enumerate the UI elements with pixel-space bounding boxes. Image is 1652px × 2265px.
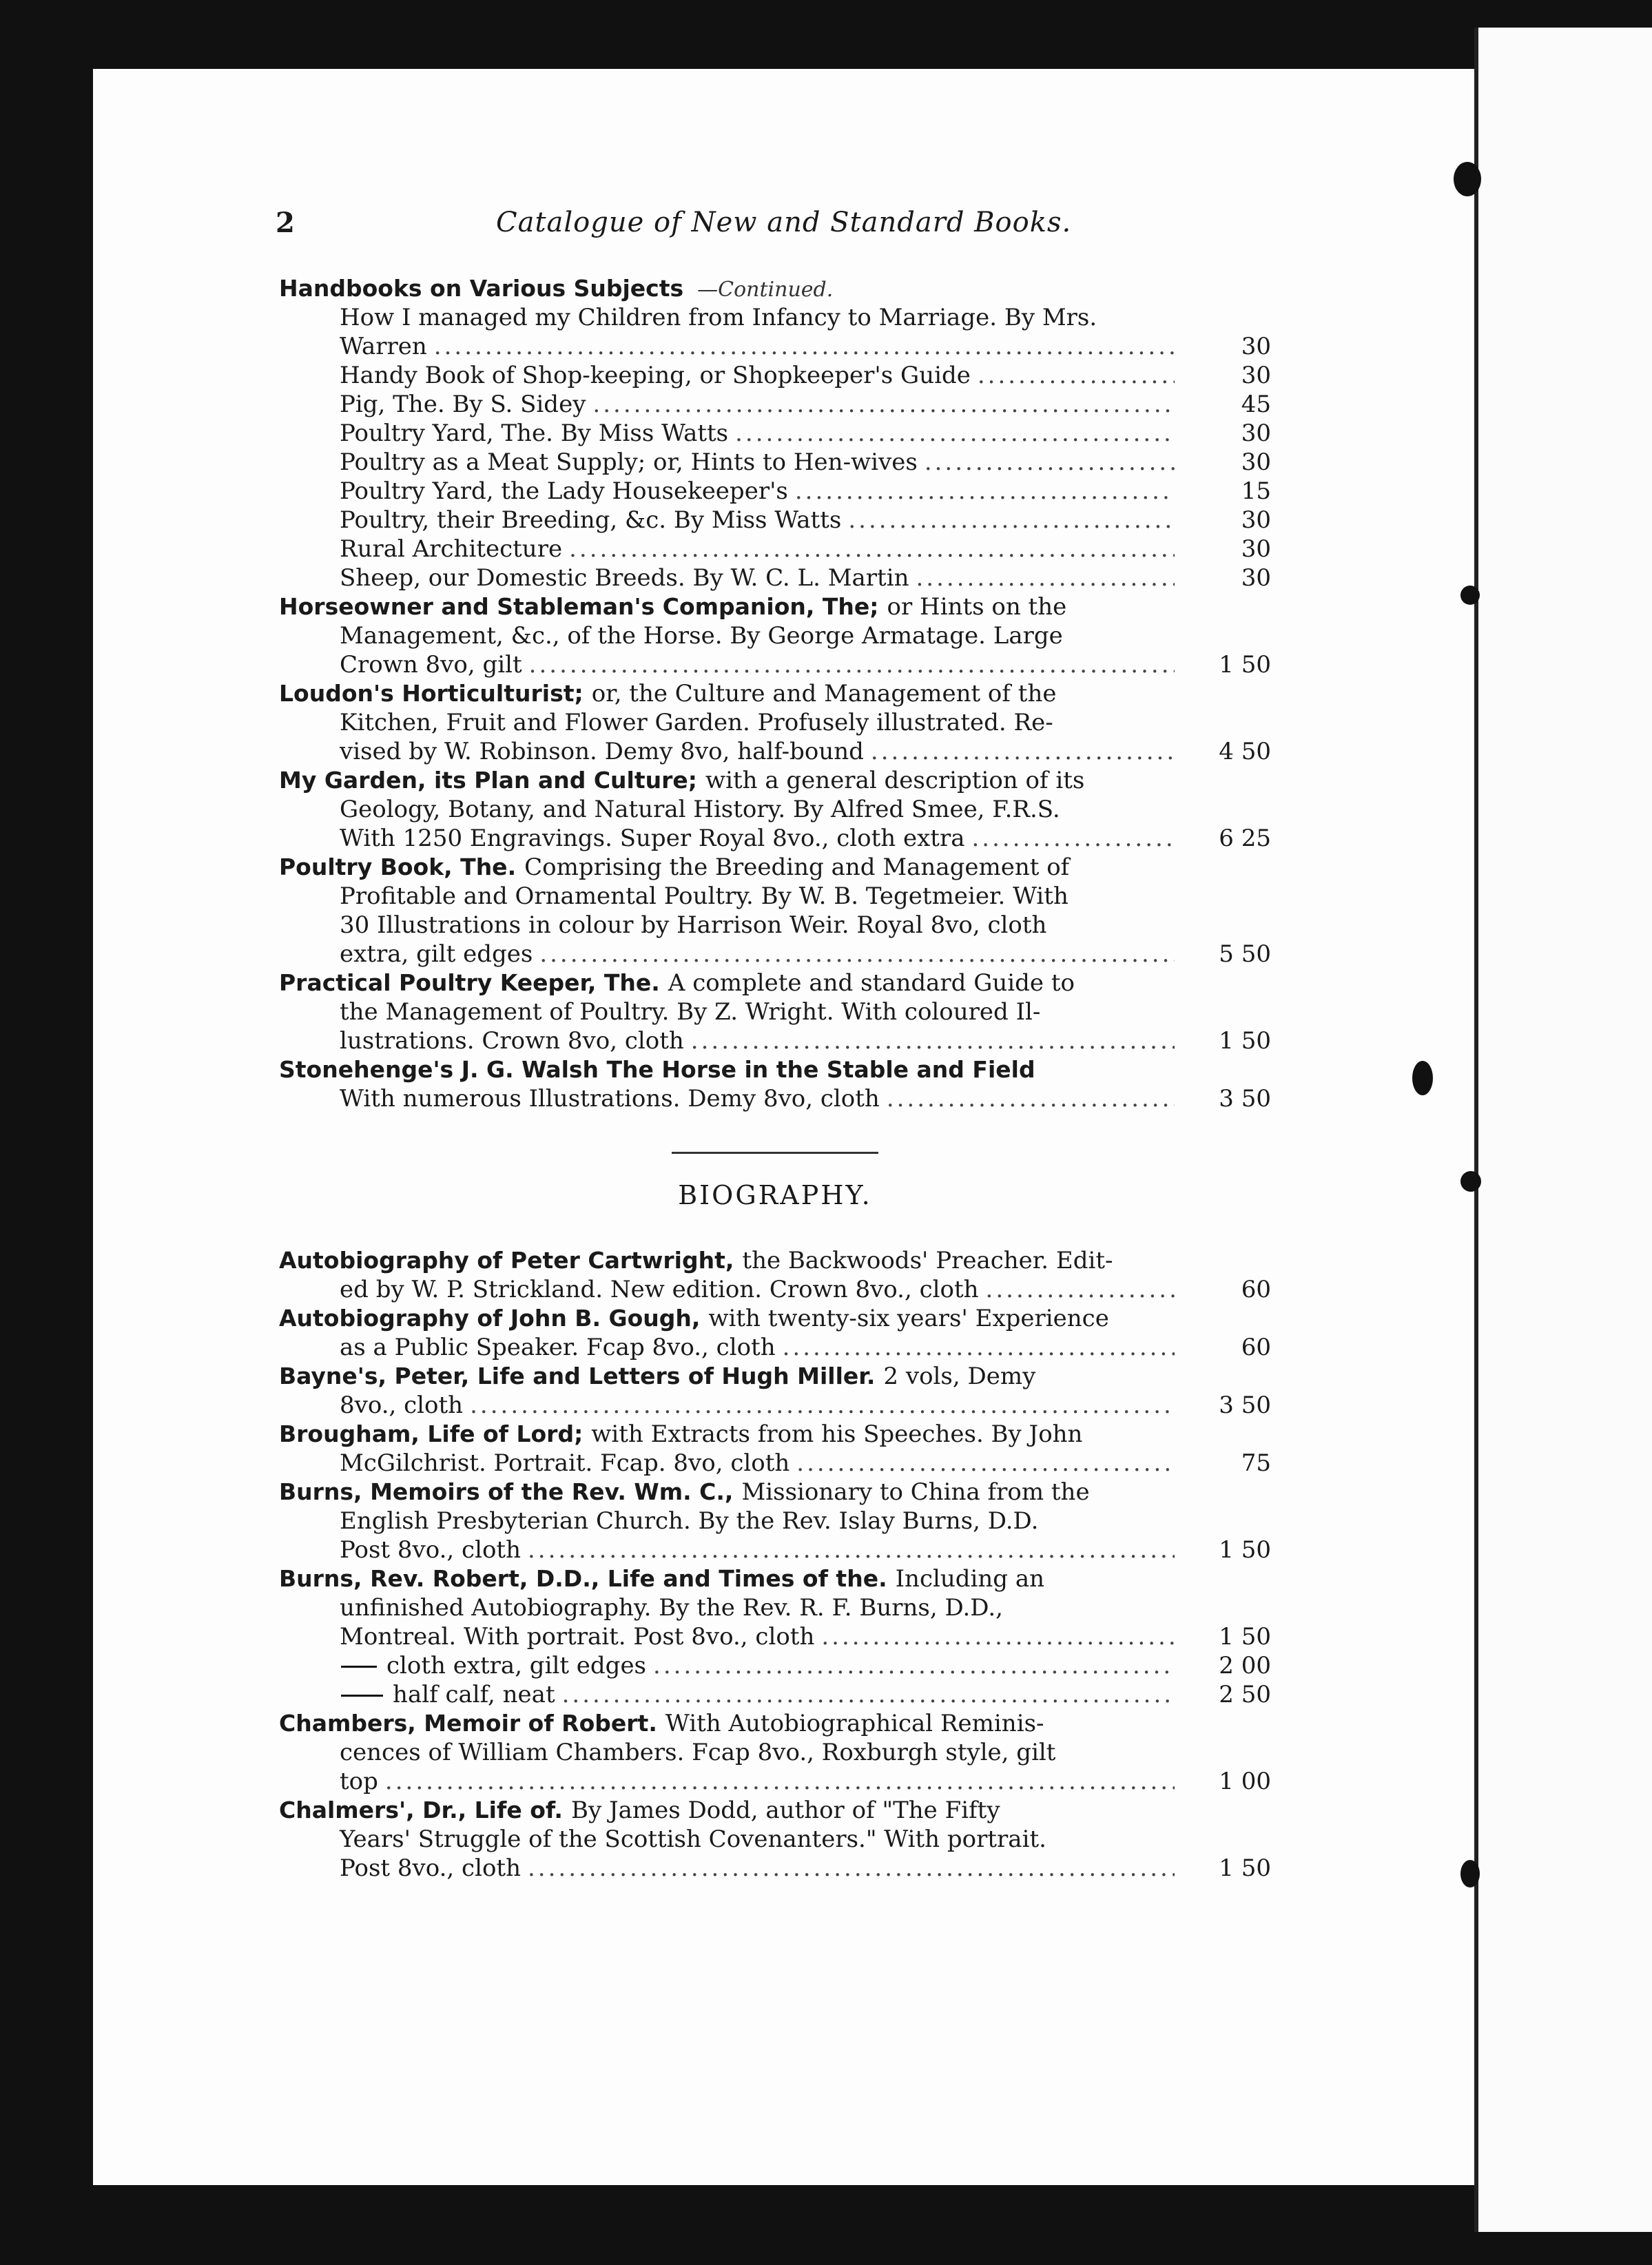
entry-heading: Handbooks on Various Subjects [279,275,684,302]
entry-line [279,708,1271,737]
catalogue-column [279,274,1271,1883]
entry-price: 4 50 [1219,738,1271,765]
entry-text: ed by W. P. Strickland. New edition. Crown 8vo., cloth [340,1276,979,1303]
entry-line [279,1854,1271,1883]
entry-text: Pig, The. By S. Sidey [340,391,586,418]
entry-text: With numerous Illustrations. Demy 8vo, cloth [340,1085,880,1113]
leader-dots [592,390,1175,419]
entry-price: 30 [1241,448,1271,476]
scan-border-bottom [0,2185,1652,2265]
biography-list [279,1246,1271,1883]
leader-dots [871,737,1175,766]
entry-text: 30 Illustrations in colour by Harrison Weir. Royal 8vo, cloth [340,911,1047,939]
entry-heading: Stonehenge's J. G. Walsh The Horse in the Stable and Field [279,1056,1035,1083]
catalogue-entry [279,1362,1271,1420]
entry-heading: Practical Poultry Keeper, The. [279,969,660,996]
entry-line [279,1084,1271,1113]
entry-line [279,361,1271,390]
entry-text: with Extracts from his Speeches. By John [591,1420,1083,1448]
entry-line [279,303,1271,332]
entry-heading: Brougham, Life of Lord; [279,1420,584,1447]
entry-price: 1 50 [1219,651,1271,679]
leader-dots [978,361,1175,390]
entry-line [279,1246,1271,1275]
catalogue-entry [279,1055,1271,1113]
facing-page-edge [1474,28,1652,2232]
entry-price: 30 [1241,420,1271,447]
entry-text: cences of William Chambers. Fcap 8vo., Roxburgh style, gilt [340,1739,1056,1766]
leader-dots [562,1680,1175,1709]
entry-line [279,679,1271,708]
leader-dots [916,563,1175,592]
entry-line [279,1055,1271,1084]
section-divider [672,1152,878,1154]
ink-blot [1460,1171,1481,1192]
entry-line [279,766,1271,795]
entry-text: Poultry Yard, the Lady Housekeeper's [340,477,788,505]
entry-line [279,1420,1271,1449]
entry-heading: Bayne's, Peter, Life and Letters of Hugh Miller. [279,1363,876,1389]
entry-line [279,563,1271,592]
entry-list [279,592,1271,1113]
entry-price: 30 [1241,362,1271,389]
leader-dots [821,1622,1175,1651]
entry-text: Years' Struggle of the Scottish Covenanters." With portrait. [340,1826,1046,1853]
catalogue-entry [279,969,1271,1055]
entry-text: half calf, neat [393,1681,555,1708]
entry-text: Rural Architecture [340,535,563,563]
leader-dots [796,1449,1175,1478]
continued-note: —Continued. [697,278,834,302]
entry-heading: Burns, Rev. Robert, D.D., Life and Times of the. [279,1565,887,1592]
leader-dots [653,1651,1175,1680]
catalogue-entry [279,274,1271,303]
entry-text: or, the Culture and Management of the [591,680,1057,707]
entry-text: Post 8vo., cloth [340,1854,521,1882]
handbook-list [279,303,1271,592]
entry-line [279,1478,1271,1507]
entry-price: 1 00 [1219,1768,1271,1795]
leader-dots [528,1535,1175,1564]
list-item [279,506,1271,535]
entry-text: English Presbyterian Church. By the Rev. Islay Burns, D.D. [340,1507,1039,1535]
entry-text: Missionary to China from the [741,1478,1090,1506]
scan-border-left [0,0,93,2265]
page-number: 2 [276,207,295,239]
entry-line [279,1362,1271,1391]
entry-heading: Autobiography of John B. Gough, [279,1305,701,1332]
entry-text: Poultry as a Meat Supply; or, Hints to Hen-wives [340,448,918,476]
catalogue-entry [279,679,1271,766]
catalogue-entry [279,1478,1271,1564]
entry-line [279,1333,1271,1362]
entry-line [279,1535,1271,1564]
leader-dots [783,1333,1175,1362]
leader-dots [385,1767,1175,1796]
catalogue-entry [279,1420,1271,1478]
entry-line [279,448,1271,477]
leader-dots [848,506,1175,535]
entry-heading: Chambers, Memoir of Robert. [279,1710,657,1737]
entry-text: How I managed my Children from Infancy to Marriage. By Mrs. [340,304,1097,331]
entry-text: Sheep, our Domestic Breeds. By W. C. L. Martin [340,564,909,592]
entry-text: Post 8vo., cloth [340,1536,521,1564]
list-item [279,419,1271,448]
entry-text: as a Public Speaker. Fcap 8vo., cloth [340,1334,776,1361]
entry-line [279,969,1271,997]
entry-line [279,882,1271,911]
entry-line [279,997,1271,1026]
entry-text: Geology, Botany, and Natural History. By Alfred Smee, F.R.S. [340,796,1060,823]
list-item [279,477,1271,506]
entry-text: With 1250 Engravings. Super Royal 8vo., cloth extra [340,825,965,852]
entry-line [279,1825,1271,1854]
leader-dots [971,824,1175,853]
catalogue-entry [279,1709,1271,1796]
entry-line [279,650,1271,679]
entry-line [279,1564,1271,1593]
entry-text: With Autobiographical Reminis- [665,1710,1044,1737]
entry-line [279,477,1271,506]
entry-price: 5 50 [1219,940,1271,968]
running-title: Catalogue of New and Standard Books. [496,207,1072,238]
entry-text: the Backwoods' Preacher. Edit- [742,1247,1113,1274]
entry-line [279,853,1271,882]
ink-blot [1412,1061,1433,1095]
entry-text: cloth extra, gilt edges [386,1652,647,1679]
section-title: BIOGRAPHY. [678,1180,872,1210]
entry-heading: Burns, Memoirs of the Rev. Wm. C., [279,1478,734,1505]
entry-line [279,795,1271,824]
entry-line [279,621,1271,650]
entry-price: 1 50 [1219,1623,1271,1651]
entry-text: Poultry, their Breeding, &c. By Miss Watts [340,506,842,534]
catalogue-entry [279,1796,1271,1883]
entry-line [279,1622,1271,1651]
leader-dots [735,419,1175,448]
list-item [279,563,1271,592]
entry-line [279,1738,1271,1767]
entry-text: Including an [895,1565,1045,1593]
entry-price: 60 [1241,1334,1271,1361]
entry-price: 30 [1241,564,1271,592]
entry-price: 45 [1241,391,1271,418]
entry-price: 30 [1241,506,1271,534]
entry-text: Montreal. With portrait. Post 8vo., cloth [340,1623,815,1651]
entry-heading: Poultry Book, The. [279,854,517,880]
entry-line [279,1709,1271,1738]
entry-heading: Loudon's Horticulturist; [279,680,584,707]
leader-dots [795,477,1175,506]
entry-text: 2 vols, Demy [883,1363,1036,1390]
entry-price: 75 [1241,1449,1271,1477]
entry-text: 8vo., cloth [340,1392,464,1419]
entry-line [279,332,1271,361]
entry-line [279,535,1271,563]
entry-text: Warren [340,333,427,360]
entry-line [279,1796,1271,1825]
ink-blot [1454,162,1481,196]
entry-line [279,1593,1271,1622]
list-item [279,390,1271,419]
leader-dots [887,1084,1175,1113]
catalogue-entry [279,853,1271,969]
entry-price: 3 50 [1219,1085,1271,1113]
entry-heading: Horseowner and Stableman's Companion, The; [279,593,879,620]
entry-heading: Autobiography of Peter Cartwright, [279,1247,734,1274]
entry-line [279,419,1271,448]
entry-line [279,1391,1271,1420]
entry-text: Comprising the Breeding and Management of [524,854,1070,881]
entry-line [279,940,1271,969]
entry-heading: My Garden, its Plan and Culture; [279,767,697,794]
entry-text: Profitable and Ornamental Poultry. By W. B. Tegetmeier. With [340,882,1068,910]
entry-text: By James Dodd, author of "The Fifty [570,1797,1000,1824]
entry-text: vised by W. Robinson. Demy 8vo, half-bound [340,738,864,765]
entry-price: 2 00 [1219,1652,1271,1679]
ink-blot [1460,586,1480,605]
entry-text: Handy Book of Shop-keeping, or Shopkeeper's Guide [340,362,971,389]
entry-line [279,506,1271,535]
entry-line [279,1680,1271,1709]
entry-price: 2 50 [1219,1681,1271,1708]
entry-text: A complete and standard Guide to [668,969,1075,997]
ditto-rule [341,1666,377,1668]
entry-price: 30 [1241,535,1271,563]
entry-heading: Chalmers', Dr., Life of. [279,1797,563,1823]
entry-line [279,1507,1271,1535]
entry-line [279,737,1271,766]
ink-blot [1460,1860,1480,1887]
entry-price: 1 50 [1219,1027,1271,1055]
leader-dots [470,1391,1175,1420]
entry-text: the Management of Poultry. By Z. Wright. With coloured Il- [340,998,1041,1026]
entry-line [279,1275,1271,1304]
entry-line [279,1651,1271,1680]
entry-line [279,1026,1271,1055]
entry-line [279,1304,1271,1333]
leader-dots [569,535,1175,563]
entry-price: 1 50 [1219,1854,1271,1882]
entry-text: with twenty-six years' Experience [708,1305,1109,1332]
entry-text: or Hints on the [887,593,1067,621]
entry-text: with a general description of its [705,767,1085,794]
entry-line [279,824,1271,853]
entry-text: extra, gilt edges [340,940,533,968]
leader-dots [986,1275,1175,1304]
entry-text: Kitchen, Fruit and Flower Garden. Profusely illustrated. Re- [340,709,1053,736]
scan-border-top [0,0,1652,69]
catalogue-entry [279,766,1271,853]
entry-line [279,911,1271,940]
leader-dots [539,940,1175,969]
leader-dots [691,1026,1175,1055]
entry-text: unfinished Autobiography. By the Rev. R. F. Burns, D.D., [340,1594,1003,1622]
list-item [279,361,1271,390]
catalogue-entry [279,1564,1271,1709]
leader-dots [925,448,1175,477]
entry-line [279,1767,1271,1796]
list-item [279,535,1271,563]
entry-text: top [340,1768,378,1795]
entry-price: 15 [1241,477,1271,505]
catalogue-entry [279,1246,1271,1304]
catalogue-entry [279,1304,1271,1362]
leader-dots [528,1854,1175,1883]
entry-line [279,592,1271,621]
leader-dots [434,332,1175,361]
entry-text: lustrations. Crown 8vo, cloth [340,1027,684,1055]
entry-price: 1 50 [1219,1536,1271,1564]
ditto-rule [341,1695,383,1697]
entry-price: 6 25 [1219,825,1271,852]
entry-price: 3 50 [1219,1392,1271,1419]
entry-line [279,1449,1271,1478]
entry-text: Poultry Yard, The. By Miss Watts [340,420,729,447]
leader-dots [529,650,1175,679]
entry-text: Management, &c., of the Horse. By George Armatage. Large [340,622,1063,650]
entry-price: 30 [1241,333,1271,360]
catalogue-entry [279,592,1271,679]
entry-line [279,390,1271,419]
list-item [279,448,1271,477]
list-item [279,303,1271,361]
entry-text: Crown 8vo, gilt [340,651,522,679]
entry-text: McGilchrist. Portrait. Fcap. 8vo, cloth [340,1449,790,1477]
entry-price: 60 [1241,1276,1271,1303]
